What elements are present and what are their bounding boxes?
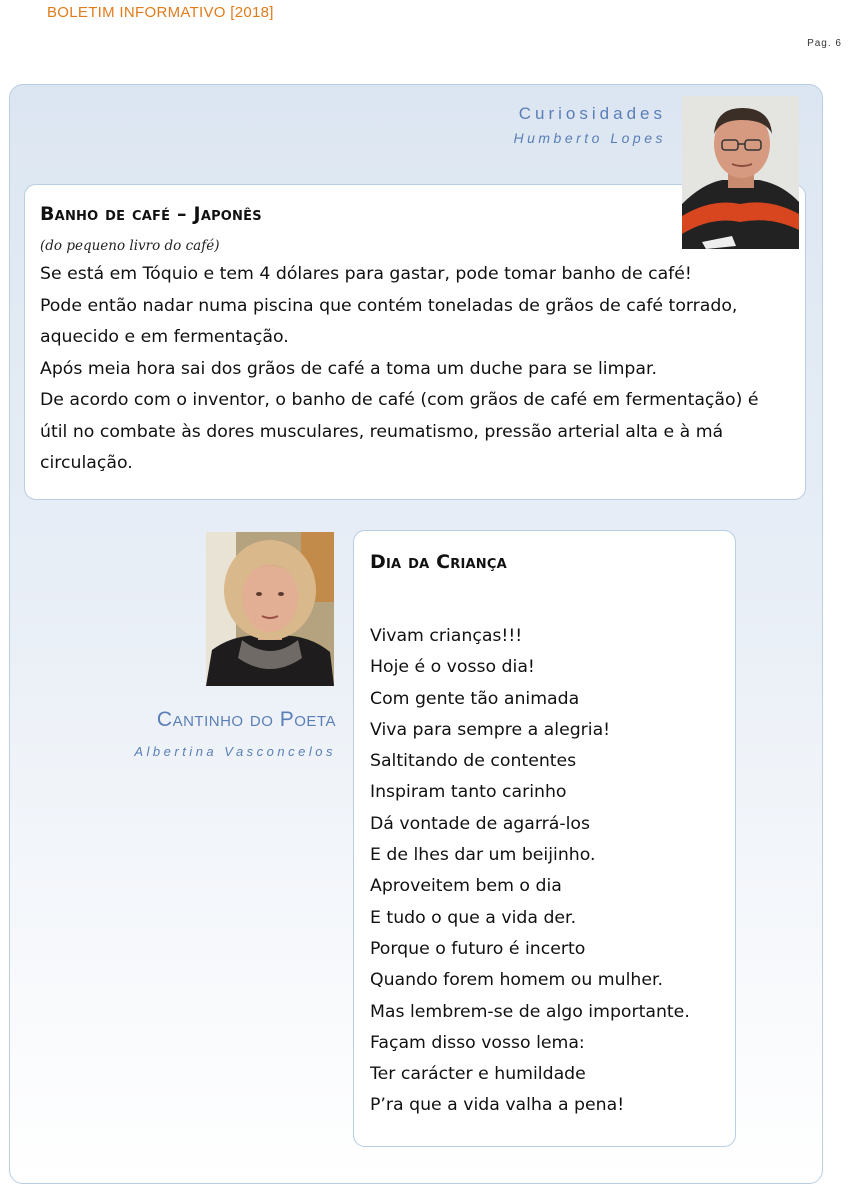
body-line: circulação. xyxy=(40,453,133,473)
poem-verse: Com gente tão animada xyxy=(370,688,580,709)
poem-title: Dia da Criança xyxy=(370,551,507,573)
poem-verse: Quando forem homem ou mulher. xyxy=(370,970,663,991)
poem-verse: Façam disso vosso lema: xyxy=(370,1032,585,1053)
article-subtitle: (do pequeno livro do café) xyxy=(40,238,220,254)
poem-verse: P’ra que a vida valha a pena! xyxy=(370,1095,625,1116)
body-line: Pode então nadar numa piscina que contém toneladas de grãos de café torrado, xyxy=(40,295,738,316)
poem-verse: Vivam crianças!!! xyxy=(370,626,523,646)
poem-verse: Inspiram tanto carinho xyxy=(370,782,567,803)
portrait-woman-icon xyxy=(206,532,334,686)
body-line: útil no combate às dores musculares, reumatismo, pressão arterial alta e à má xyxy=(40,421,724,442)
poem-verse: E tudo o que a vida der. xyxy=(370,907,577,928)
author-name: Albertina Vasconcelos xyxy=(134,744,336,759)
poem-verse: E de lhes dar um beijinho. xyxy=(370,845,596,866)
section-name: Cantinho do Poeta xyxy=(156,708,336,731)
poem-verse: Saltitando de contentes xyxy=(370,751,577,772)
section-label-poeta xyxy=(134,708,336,759)
author-name: Humberto Lopes xyxy=(513,130,666,146)
article-title: Banho de café – Japonês xyxy=(40,203,262,225)
poem-card-dia-da-crianca xyxy=(353,530,736,1147)
body-line: aquecido e em fermentação. xyxy=(40,327,289,347)
portrait-man-icon xyxy=(682,96,799,249)
body-line: Após meia hora sai dos grãos de café a toma um duche para se limpar. xyxy=(40,358,657,379)
poem-verse: Mas lembrem-se de algo importante. xyxy=(370,1001,690,1022)
newsletter-title: BOLETIM INFORMATIVO [2018] xyxy=(47,4,274,21)
poem-verse: Hoje é o vosso dia! xyxy=(370,657,535,678)
portrait-woman-photo xyxy=(206,532,334,686)
article-body xyxy=(40,259,790,480)
body-line: Se está em Tóquio e tem 4 dólares para gastar, pode tomar banho de café! xyxy=(40,264,692,284)
poem-verse: Dá vontade de agarrá-los xyxy=(370,813,590,834)
section-name: Curiosidades xyxy=(518,104,666,123)
poem-verse: Porque o futuro é incerto xyxy=(370,938,586,959)
page-number: Pag. 6 xyxy=(807,38,842,49)
poem-verse: Aproveitem bem o dia xyxy=(370,876,562,897)
poem-body xyxy=(370,621,690,1122)
poem-verse: Viva para sempre a alegria! xyxy=(370,719,611,740)
portrait-man-photo xyxy=(682,96,799,249)
body-line: De acordo com o inventor, o banho de café (com grãos de café em fermentação) é xyxy=(40,390,759,410)
poem-verse: Ter carácter e humildade xyxy=(370,1064,586,1085)
section-label-curiosidades xyxy=(513,104,666,146)
